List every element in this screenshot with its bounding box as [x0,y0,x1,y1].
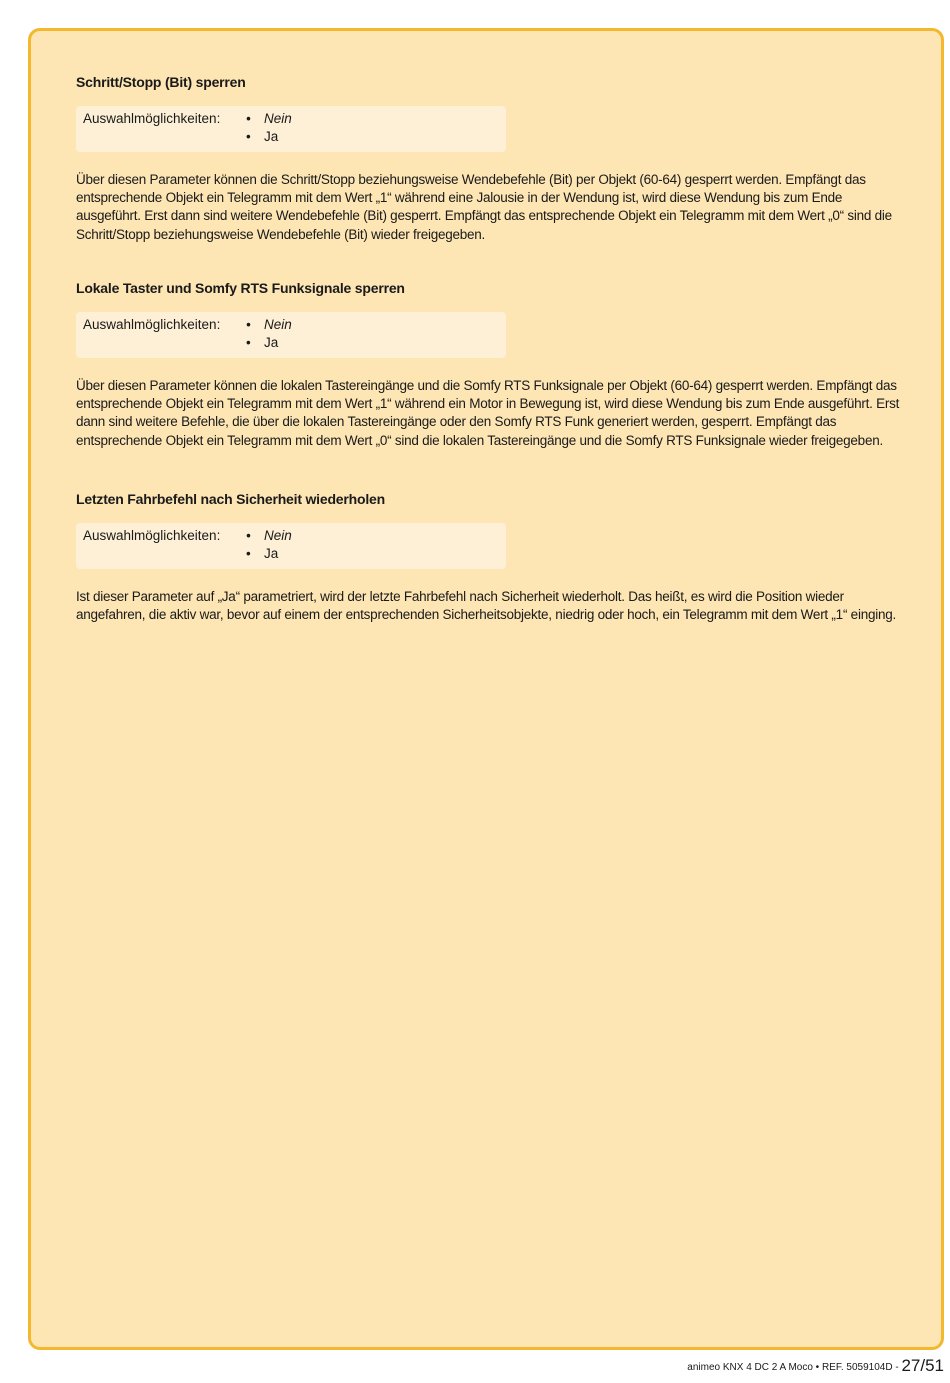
option-ja: • Ja [245,545,292,563]
content-panel [28,28,944,1350]
section-step-stop-lock [76,73,906,244]
options-list [245,110,292,148]
options-box [76,312,506,358]
section-description: Über diesen Parameter können die lokalen Tastereingänge und die Somfy RTS Funksignale per Objekt (60-64) gesperrt werden. Empfängt das entsprechende Objekt ein Telegramm mit dem Wert „1“ während ein Motor in Bewegung ist, wird diese Wendung bis zum Ende ausgeführt. Erst dann sind weitere Befehle, die über die lokalen Tastereingänge oder den Somfy RTS Funk generiert werden, gesperrt. Empfängt das entsprechende Objekt ein Telegramm mit dem Wert „0“ sind die lokalen Tastereingänge und die Somfy RTS Funksignale wieder freigegeben. [76,378,900,448]
options-box [76,106,506,152]
section-title: Letzten Fahrbefehl nach Sicherheit wiederholen [76,491,385,507]
option-ja: • Ja [245,128,292,146]
options-label: Auswahlmöglichkeiten: [83,317,221,332]
section-local-buttons-lock [76,279,906,450]
section-description: Über diesen Parameter können die Schritt/Stopp beziehungsweise Wendebefehle (Bit) per Objekt (60-64) gesperrt werden. Empfängt das entsprechende Objekt ein Telegramm mit dem Wert „1“ während eine Jalousie in der Wendung ist, wird diese Wendung bis zum Ende ausgeführt. Erst dann sind weitere Wendebefehle (Bit) gesperrt. Empfängt das entsprechende Objekt ein Telegramm mit dem Wert „0“ sind die Schritt/Stopp beziehungsweise Wendebefehle (Bit) wieder freigegeben. [76,172,892,242]
option-ja: • Ja [245,334,292,352]
options-label: Auswahlmöglichkeiten: [83,528,221,543]
options-list [245,527,292,565]
option-nein: • Nein [245,316,292,334]
section-repeat-last-command [76,490,906,624]
footer-document-ref: animeo KNX 4 DC 2 A Moco • REF. 5059104D - [687,1362,902,1373]
section-title: Lokale Taster und Somfy RTS Funksignale sperren [76,280,405,296]
section-description: Ist dieser Parameter auf „Ja“ parametriert, wird der letzte Fahrbefehl nach Sicherheit wiederholt. Das heißt, es wird die Position wieder angefahren, die aktiv war, bevor auf einem der entsprechenden Sicherheitsobjekte, niedrig oder hoch, ein Telegramm mit dem Wert „1“ einging. [76,589,896,623]
section-title: Schritt/Stopp (Bit) sperren [76,74,246,90]
options-box [76,523,506,569]
page-footer [687,1357,944,1377]
page-number: 27/51 [901,1356,944,1375]
option-nein: • Nein [245,527,292,545]
option-nein: • Nein [245,110,292,128]
options-label: Auswahlmöglichkeiten: [83,111,221,126]
options-list [245,316,292,354]
